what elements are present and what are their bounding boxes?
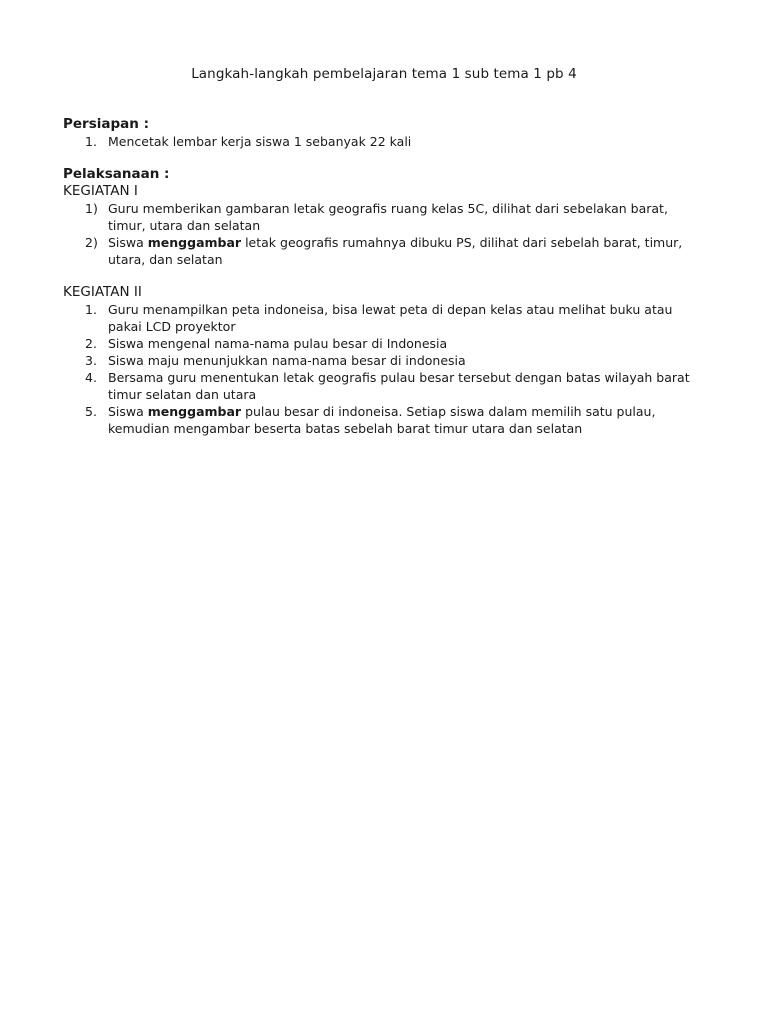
- list-item-text: Bersama guru menentukan letak geografis pulau besar tersebut dengan batas wilayah barat timur selatan dan utara: [108, 370, 690, 402]
- list-item-text: Mencetak lembar kerja siswa 1 sebanyak 22 kali: [108, 134, 412, 149]
- list-item-prefix: Siswa: [108, 235, 148, 250]
- list-item-number: 1): [85, 201, 98, 216]
- list-item-text: Guru memberikan gambaran letak geografis ruang kelas 5C, dilihat dari sebelakan barat, timur, utara dan selatan: [108, 201, 668, 233]
- list-item: [63, 403, 698, 437]
- list-item-prefix: Siswa: [108, 404, 148, 419]
- list-item-text: Siswa maju menunjukkan nama-nama besar di indonesia: [108, 353, 466, 368]
- persiapan-heading: Persiapan :: [63, 116, 149, 132]
- list-item-text: Guru menampilkan peta indoneisa, bisa lewat peta di depan kelas atau melihat buku atau pakai LCD proyektor: [108, 302, 673, 334]
- list-item: [63, 335, 698, 352]
- kegiatan-2-list: [63, 301, 703, 437]
- list-item: [63, 234, 698, 268]
- kegiatan-1-list: [63, 200, 703, 268]
- list-item-number: 5.: [85, 404, 97, 419]
- kegiatan-2-heading: KEGIATAN II: [63, 284, 142, 300]
- document-body: [63, 116, 703, 437]
- list-item: [63, 200, 698, 234]
- list-item-text: Siswa mengenal nama-nama pulau besar di Indonesia: [108, 336, 448, 351]
- list-item-text: letak geografis rumahnya dibuku PS, dilihat dari sebelah barat, timur, utara, dan selatan: [108, 235, 683, 267]
- list-item-number: 1.: [85, 134, 97, 149]
- list-item-number: 4.: [85, 370, 97, 385]
- persiapan-list: [63, 133, 703, 150]
- document-title: Langkah-langkah pembelajaran tema 1 sub tema 1 pb 4: [191, 66, 577, 82]
- list-item: [63, 301, 698, 335]
- kegiatan-1-heading: KEGIATAN I: [63, 183, 138, 199]
- list-item-number: 3.: [85, 353, 97, 368]
- list-item-number: 2.: [85, 336, 97, 351]
- list-item-bold: menggambar: [147, 404, 242, 419]
- list-item-number: 2): [85, 235, 98, 250]
- list-item-bold: menggambar: [147, 235, 242, 250]
- list-item-text: pulau besar di indoneisa. Setiap siswa dalam memilih satu pulau, kemudian mengambar beserta batas sebelah barat timur utara dan selatan: [108, 404, 656, 436]
- list-item: [63, 352, 698, 369]
- list-item-number: 1.: [85, 302, 97, 317]
- pelaksanaan-heading: Pelaksanaan :: [63, 166, 170, 182]
- list-item: [63, 133, 698, 150]
- list-item: [63, 369, 698, 403]
